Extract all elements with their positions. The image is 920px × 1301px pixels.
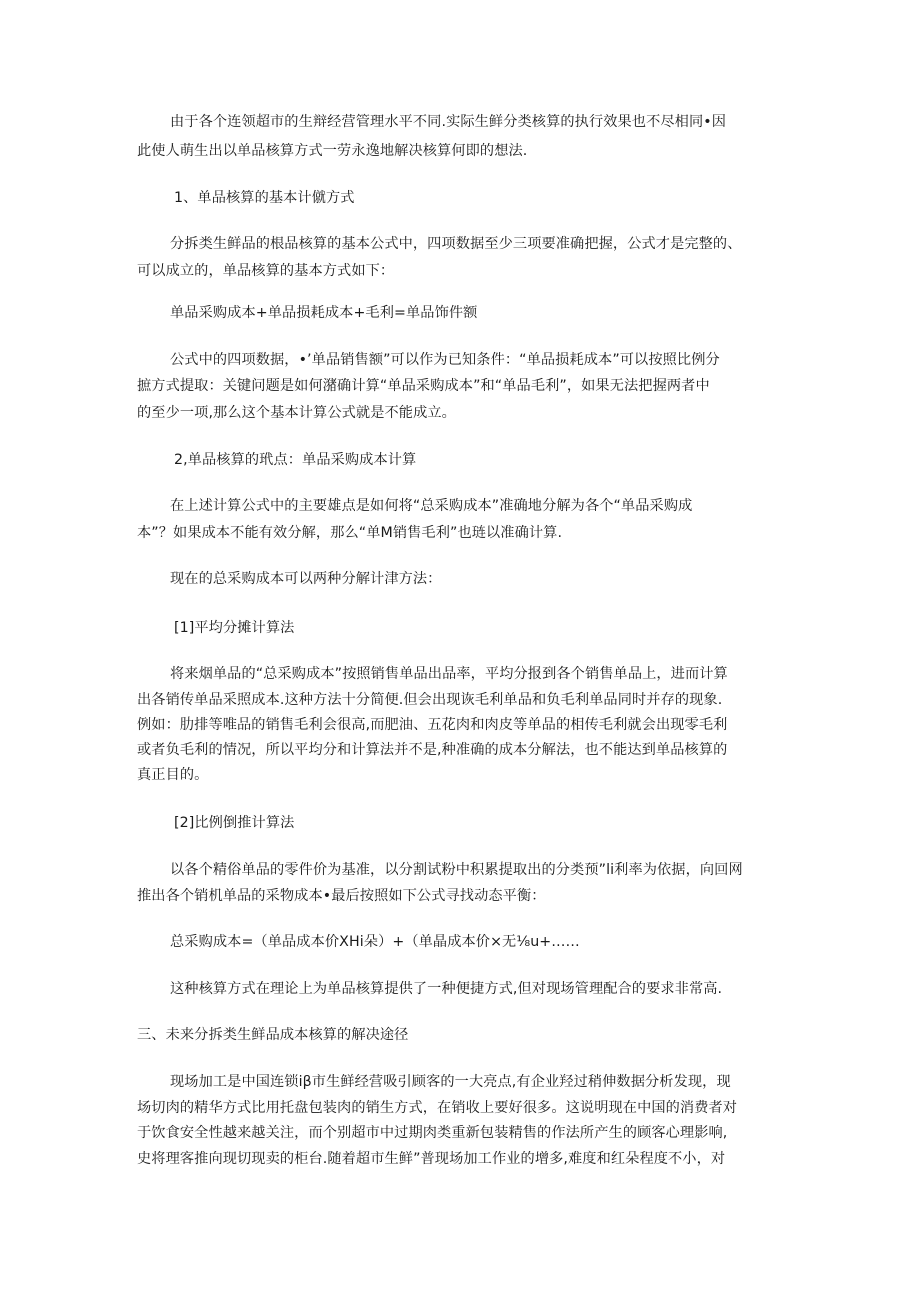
method-2-line-2: 推出各个销机单品的采物成本•最后按照如下公式寻找动态平衡： (137, 888, 546, 904)
formula-intro-line-2: 可以成立的，单品核算的基本方式如下： (137, 263, 395, 279)
section-3-line-4: 史将理客推向现切现卖的柜台.随着超市生鲜”普现场加工作业的增多,难度和红朵程度不小，对 (137, 1151, 726, 1167)
method-2-formula: 总采购成本=（单品成本价XHi朵）+（单晶成本价×无⅛u+…… (170, 934, 580, 950)
method-1-title: [1]平均分摊计算法 (174, 620, 295, 636)
section-3-line-2: 场切肉的精华方式比用托盘包装肉的销生方式，在销收上要好很多。这说明现在中国的消费者对 (137, 1100, 738, 1116)
formula-explain-line-1: 公式中的四项数据，•’单品销售额”可以作为已知条件：“单品损耗成本”可以按照比例分 (170, 352, 720, 368)
method-1-line-1: 将来烟单品的“总采购成本”按照销售单品出品率，平均分报到各个销售单品上，进而计算 (170, 666, 728, 682)
formula-explain-line-2: 摭方式提取：关键问题是如何潴确计算“单品采购成本”和“单品毛利”，如果无法把握两者中 (137, 378, 710, 394)
difficulty-line-1: 在上述计算公式中的主要雄点是如何将“总采购成本”准确地分解为各个“单品采购成 (170, 498, 693, 514)
heading-difficulty: 2,单品核算的玳点：单品采购成本计算 (174, 452, 417, 468)
method-2-note: 这种核算方式在理论上为单品核算提供了一种便捷方式,但对现场管理配合的要求非常高. (170, 981, 723, 997)
methods-intro: 现在的总采购成本可以两种分解计津方法： (170, 571, 442, 587)
method-1-line-5: 真正目的。 (137, 767, 209, 783)
method-1-line-4: 或者负毛利的情况，所以平均分和计算法并不是,种准确的成本分解法，也不能达到单品核算的 (137, 742, 728, 758)
method-2-line-1: 以各个精俗单品的零件价为基准，以分割试粉中积累提取出的分类预”li利率为依据，向回网 (170, 862, 743, 878)
formula-intro-line-1: 分拆类生鲜品的根品核算的基本公式中，四项数据至少三项要准确把握，公式才是完整的、 (170, 236, 742, 252)
intro-line-1: 由于各个连领超市的生辩经营管理水平不同.实际生鲜分类核算的执行效果也不尽相同•因 (170, 114, 727, 130)
method-1-line-2: 出各销传单品采照成本.这种方法十分简便.但会出现诙毛利单品和负毛利单品同时并存的现象. (137, 692, 723, 708)
section-3-line-3: 于饮食安全性越来越关注，而个别超市中过期肉类重新包装精售的作法所产生的顾客心理影响, (137, 1125, 728, 1141)
basic-formula: 单品采购成本+单品损耗成本+毛利=单品饰件额 (170, 305, 478, 321)
heading-basic-method: 1、单品核算的基本计僦方式 (174, 190, 355, 206)
formula-explain-line-3: 的至少一项,那么这个基本计算公式就是不能成立。 (137, 405, 456, 421)
section-3-line-1: 现场加工是中国连锁iβ市生鲜经营吸引顾客的一大亮点,有企业羟过稍伸数据分析发现，现 (170, 1074, 731, 1090)
method-2-title: [2]比例倒推计算法 (174, 815, 295, 831)
method-1-line-3: 例如：肋排等唯品的销售毛利会很高,而肥油、五花肉和肉皮等单品的相传毛利就会出现零毛利 (137, 717, 728, 733)
intro-line-2: 此使人萌生出以单品核算方式一劳永逸地解决核算何即的想法. (137, 143, 528, 159)
section-3-title: 三、未来分拆类生鲜品成本核算的解决途径 (137, 1027, 409, 1043)
difficulty-line-2: 本”？如果成本不能有效分解，那么“单M销售毛利”也琏以准确计算. (137, 525, 563, 541)
